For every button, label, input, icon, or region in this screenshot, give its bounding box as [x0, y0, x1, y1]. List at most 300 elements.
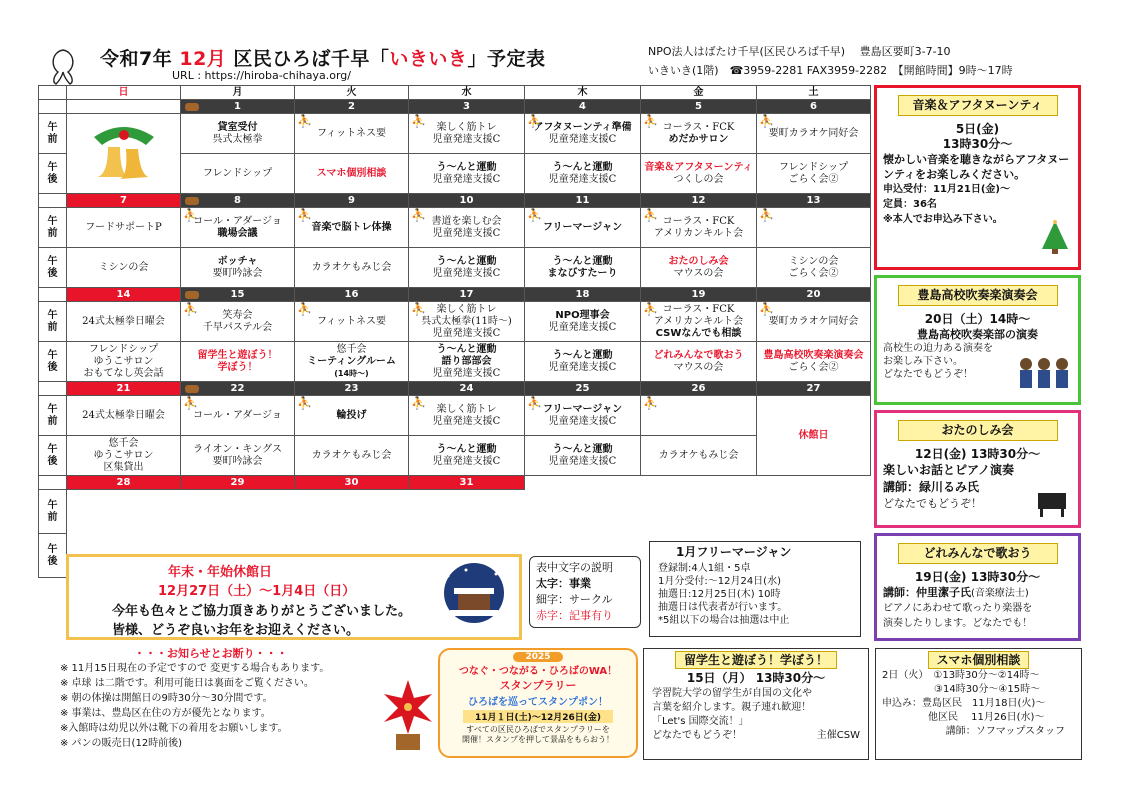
ryugaku-l4: どなたでもどうぞ！ — [652, 730, 742, 741]
exercise-icon: ⛹ — [411, 302, 426, 316]
event-text: フィットネス要 — [316, 127, 387, 139]
date-number — [181, 288, 295, 302]
event-text: う～んと運動 — [436, 343, 497, 355]
page-title: 令和7年 12月 区民ひろば千早「いきいき」予定表 — [100, 48, 546, 70]
legend-title: 表中文字の説明 — [536, 561, 613, 574]
notice-line: ※ 朝の体操は開館日の9時30分～30分間です。 — [60, 693, 273, 704]
otanoshimi-welcome: どなたでもどうぞ！ — [883, 497, 982, 510]
empty-cell — [525, 476, 871, 490]
schedule-cell — [295, 436, 409, 476]
smaho-box — [875, 648, 1082, 760]
contact-info: いきいき(1階) ☎3959-2281 FAX3959-2282 【開館時間】9時～17時 — [648, 64, 1013, 77]
exercise-icon: ⛹ — [183, 396, 198, 410]
schedule-cell — [641, 436, 757, 476]
schedule-cell — [641, 302, 757, 342]
stamp-l5: 開催！スタンプを押して景品をもらおう！ — [462, 735, 614, 744]
schedule-cell — [181, 114, 295, 154]
music-note: ※本人でお申込み下さい。 — [883, 214, 1003, 225]
day-header: 木 — [525, 86, 641, 100]
notice-line: ※ パンの販売日(12時前後) — [60, 738, 183, 749]
doremi-teacher: 講師：仲里潔子氏 — [883, 586, 971, 599]
date-label: 2 — [348, 100, 355, 112]
event-text: 千早パステル会 — [202, 321, 273, 333]
schedule-cell — [757, 208, 871, 248]
date-label: 21 — [116, 382, 131, 394]
exercise-icon: ⛹ — [411, 396, 426, 410]
event-text: 児童発達支援C — [548, 321, 617, 333]
corner-cell — [39, 476, 67, 490]
event-text: 笑寿会 — [222, 309, 253, 321]
event-text: 児童発達支援C — [548, 173, 617, 185]
date-label: 11 — [575, 194, 590, 206]
smaho-l4: 他区民 11月26日(水)～ — [928, 712, 1045, 723]
band-desc2: お楽しみ下さい。 — [883, 356, 963, 367]
notice-line: ※ 卓球 は二階です。利用可能日は裏面をご覧ください。 — [60, 678, 314, 689]
date-label: 17 — [459, 288, 474, 300]
event-text: 豊島高校吹奏楽演奏会 — [763, 349, 864, 361]
event-text: NPO理事会 — [555, 309, 610, 321]
schedule-cell — [641, 396, 757, 436]
music-box — [874, 85, 1081, 270]
doremi-date: 19日(金) 13時30分～ — [914, 570, 1041, 584]
year-end-msg1: 今年も色々とご協力頂きありがとうございました。 — [112, 604, 412, 619]
schedule-cell — [641, 154, 757, 194]
schedule-cell — [525, 154, 641, 194]
day-header: 土 — [757, 86, 871, 100]
date-number — [641, 194, 757, 208]
url-text: URL : https://hiroba-chihaya.org/ — [172, 69, 351, 82]
event-text: ミシンの会 — [98, 261, 149, 273]
event-text: フリーマージャン — [542, 403, 623, 415]
date-number — [757, 194, 871, 208]
event-text: 要町吟詠会 — [212, 455, 263, 467]
ryugaku-l1: 学習院大学の留学生が自国の文化や — [652, 688, 812, 699]
schedule-cell — [525, 208, 641, 248]
year-end-title: 年末・年始休館日 — [168, 565, 273, 580]
schedule-cell — [757, 114, 871, 154]
exercise-icon: ⛹ — [297, 114, 312, 128]
event-text: 楽しく筋トレ — [436, 121, 497, 133]
date-number — [67, 382, 181, 396]
date-number — [181, 382, 295, 396]
event-text: 悠千会 — [108, 437, 139, 449]
event-text: ミーティングルーム — [307, 355, 396, 367]
event-text: ゆうこサロン — [93, 355, 154, 367]
year-end-msg2: 皆様、どうぞ良いお年をお迎えください。 — [112, 623, 360, 638]
exercise-icon: ⛹ — [297, 208, 312, 222]
exercise-icon: ⛹ — [527, 396, 542, 410]
schedule-cell — [181, 396, 295, 436]
exercise-icon: ⛹ — [643, 114, 658, 128]
date-number — [181, 194, 295, 208]
date-label: 18 — [575, 288, 590, 300]
event-text: カラオケもみじ会 — [311, 261, 392, 273]
am-label: 午 前 — [39, 114, 67, 154]
event-text: コーラス・FCK — [662, 303, 735, 315]
event-text: CSWなんでも相談 — [655, 327, 742, 339]
ryugaku-date: 15日（月） 13時30分～ — [686, 671, 826, 685]
date-number — [409, 194, 525, 208]
smaho-l5: 講師：ソフマップスタッフ — [945, 726, 1065, 737]
day-header: 日 — [67, 86, 181, 100]
schedule-cell — [525, 396, 641, 436]
date-label: 22 — [230, 382, 245, 394]
exercise-icon: ⛹ — [183, 302, 198, 316]
doremi-desc2: 演奏したりします。どなたでも！ — [883, 618, 1033, 629]
doremi-desc1: ピアノにあわせて歌ったり楽器を — [883, 603, 1033, 614]
am-label: 午 前 — [39, 490, 67, 534]
pm-label: 午 後 — [39, 342, 67, 382]
schedule-cell — [295, 114, 409, 154]
event-text: めだかサロン — [668, 133, 729, 145]
schedule-cell — [409, 302, 525, 342]
date-label: 24 — [459, 382, 474, 394]
date-label: 5 — [695, 100, 702, 112]
schedule-cell — [409, 208, 525, 248]
notice-line: ※ 11月15日現在の予定ですので 変更する場合もあります。 — [60, 663, 330, 674]
date-number — [641, 288, 757, 302]
exercise-icon: ⛹ — [759, 114, 774, 128]
event-text: う～んと運動 — [436, 255, 497, 267]
org-info: NPO法人はばたけ千早(区民ひろば千早) 豊島区要町3-7-10 — [648, 45, 951, 58]
exercise-icon: ⛹ — [759, 208, 774, 222]
bread-icon — [185, 385, 199, 393]
shrine-snow-icon — [436, 562, 512, 624]
exercise-icon: ⛹ — [411, 114, 426, 128]
event-text: ごらく会② — [788, 361, 839, 373]
christmas-bells-icon — [84, 117, 164, 187]
schedule-cell — [181, 342, 295, 382]
schedule-cell — [181, 154, 295, 194]
free-mahjong-line: 1月分受付:～12月24日(水) — [658, 576, 781, 587]
schedule-cell — [181, 302, 295, 342]
date-number: 30 — [295, 476, 409, 490]
pm-label: 午 後 — [39, 248, 67, 288]
schedule-cell — [757, 248, 871, 288]
event-text: 24式太極拳日曜会 — [82, 409, 165, 421]
smaho-title: スマホ個別相談 — [928, 651, 1030, 669]
event-text: つくしの会 — [673, 173, 724, 185]
day-header: 金 — [641, 86, 757, 100]
event-text: フィットネス要 — [316, 315, 387, 327]
am-label: 午 前 — [39, 208, 67, 248]
event-text: ごらく会② — [788, 173, 839, 185]
event-text: 児童発達支援C — [548, 133, 617, 145]
schedule-cell — [525, 302, 641, 342]
event-text: 学ぼう！ — [217, 361, 258, 373]
schedule-cell — [525, 114, 641, 154]
exercise-icon: ⛹ — [297, 396, 312, 410]
event-text: う～んと運動 — [436, 443, 497, 455]
free-mahjong-title: 1月フリーマージャン — [676, 545, 792, 559]
event-text: 要町カラオケ同好会 — [768, 127, 859, 139]
music-title: 音楽＆アフタヌーンティ — [898, 95, 1058, 116]
otanoshimi-teacher: 講師：緑川るみ氏 — [883, 480, 980, 494]
event-text: 書道を楽しむ会 — [431, 215, 502, 227]
event-text: 児童発達支援C — [432, 415, 501, 427]
event-text: 児童発達支援C — [432, 267, 501, 279]
date-number — [757, 288, 871, 302]
pm-label: 午 後 — [39, 534, 67, 578]
ryugaku-l2: 言葉を紹介します。親子連れ歓迎！ — [652, 702, 812, 713]
date-number — [409, 288, 525, 302]
band-box — [874, 275, 1081, 405]
music-apply: 申込受付：11月21日(金)～ — [883, 184, 1010, 195]
date-label: 20 — [806, 288, 821, 300]
date-label: 10 — [459, 194, 474, 206]
event-text: う～んと運動 — [552, 161, 613, 173]
event-text: う～んと運動 — [552, 255, 613, 267]
date-label: 6 — [810, 100, 817, 112]
event-text: 楽しく筋トレ — [436, 303, 497, 315]
event-text: マウスの会 — [673, 267, 724, 279]
stamp-l4: すべての区民ひろばでスタンプラリーを — [466, 725, 610, 734]
exercise-icon: ⛹ — [643, 302, 658, 316]
bread-icon — [185, 103, 199, 111]
piano-icon — [1034, 485, 1070, 519]
schedule-cell — [757, 302, 871, 342]
schedule-cell — [409, 342, 525, 382]
date-label: 9 — [348, 194, 355, 206]
corner-cell — [39, 288, 67, 302]
date-number: 29 — [181, 476, 295, 490]
event-text: 児童発達支援C — [432, 227, 501, 239]
doremi-title: どれみんなで歌おう — [898, 543, 1058, 564]
date-number: 31 — [409, 476, 525, 490]
smaho-l1: 2日（火） ①13時30分～②14時～ — [882, 670, 1040, 681]
doremi-teacher-note: (音楽療法士) — [971, 588, 1029, 599]
date-number — [67, 288, 181, 302]
schedule-cell — [409, 396, 525, 436]
event-text: カラオケもみじ会 — [658, 449, 739, 461]
calendar-table — [38, 85, 871, 578]
smaho-l2: ③14時30分～④15時～ — [934, 684, 1041, 695]
date-number — [641, 100, 757, 114]
schedule-cell — [525, 342, 641, 382]
date-label: 12 — [691, 194, 706, 206]
event-text: アメリカンキルト会 — [653, 315, 744, 327]
date-number — [295, 382, 409, 396]
event-text: コール・アダージョ — [193, 409, 282, 421]
schedule-cell — [67, 208, 181, 248]
music-time: 13時30分～ — [942, 137, 1013, 151]
schedule-cell — [295, 154, 409, 194]
stamp-l2: スタンプラリー — [499, 679, 577, 692]
exercise-icon: ⛹ — [643, 208, 658, 222]
legend-box — [529, 556, 641, 628]
date-label: 23 — [344, 382, 359, 394]
date-label: 16 — [344, 288, 359, 300]
schedule-cell — [641, 248, 757, 288]
day-header: 水 — [409, 86, 525, 100]
event-text: 児童発達支援C — [548, 455, 617, 467]
day-header: 月 — [181, 86, 295, 100]
schedule-cell — [295, 342, 409, 382]
notice-title: ・・・お知らせとお断り・・・ — [134, 647, 288, 660]
date-number — [525, 100, 641, 114]
date-number — [295, 288, 409, 302]
event-text: 貸室受付 — [217, 121, 258, 133]
exercise-icon: ⛹ — [527, 208, 542, 222]
music-cap: 定員：36名 — [883, 199, 937, 210]
christmas-bells-cell — [67, 114, 181, 194]
schedule-cell — [295, 302, 409, 342]
doremi-box — [874, 533, 1081, 641]
band-players-icon — [1016, 354, 1072, 394]
event-text: アメリカンキルト会 — [653, 227, 744, 239]
event-text: ミシンの会 — [788, 255, 839, 267]
schedule-cell — [409, 248, 525, 288]
bread-icon — [185, 197, 199, 205]
event-text: マウスの会 — [673, 361, 724, 373]
event-text: フレンドシップ — [88, 343, 159, 355]
free-mahjong-line: *5組以下の場合は抽選は中止 — [658, 615, 790, 626]
date-number — [757, 382, 871, 396]
event-text: まなびすたーり — [547, 267, 618, 279]
date-number — [409, 382, 525, 396]
date-label: 14 — [116, 288, 131, 300]
corner-cell — [39, 382, 67, 396]
stamp-period: 11月１日(土)～12月26日(金) — [463, 710, 613, 723]
date-label: 13 — [806, 194, 821, 206]
smaho-l3: 申込み：豊島区民 11月18日(火)～ — [882, 698, 1046, 709]
exercise-icon: ⛹ — [297, 302, 312, 316]
event-text: どれみんなで歌おう — [653, 349, 744, 361]
event-text: う～んと運動 — [436, 161, 497, 173]
date-label: 4 — [579, 100, 586, 112]
schedule-cell — [295, 248, 409, 288]
event-text: カラオケもみじ会 — [311, 449, 392, 461]
date-label: 8 — [234, 194, 241, 206]
pm-label: 午 後 — [39, 436, 67, 476]
event-text: 児童発達支援C — [432, 327, 501, 339]
free-mahjong-line: 抽選日は代表者が行います。 — [658, 602, 788, 613]
event-text: ボッチャ — [217, 255, 258, 267]
hiroba-logo — [46, 46, 80, 86]
am-label: 午 前 — [39, 302, 67, 342]
exercise-icon: ⛹ — [527, 114, 542, 128]
schedule-cell — [409, 114, 525, 154]
exercise-icon: ⛹ — [759, 302, 774, 316]
date-label: 1 — [234, 100, 241, 112]
event-text: 児童発達支援C — [548, 415, 617, 427]
date-label: 25 — [575, 382, 590, 394]
stamp-l1: つなぐ・つながる・ひろばのWA！ — [458, 666, 618, 677]
schedule-cell — [67, 342, 181, 382]
event-text: 職場会議 — [217, 227, 258, 239]
ryugaku-title: 留学生と遊ぼう！学ぼう！ — [675, 651, 837, 669]
exercise-icon: ⛹ — [411, 208, 426, 222]
schedule-cell — [409, 154, 525, 194]
schedule-cell — [641, 114, 757, 154]
corner-cell — [39, 100, 67, 114]
event-text: 呉式太極拳(11時～) — [421, 315, 512, 327]
event-text: 留学生と遊ぼう！ — [197, 349, 278, 361]
event-text: おたのしみ会 — [668, 255, 729, 267]
event-text: フリーマージャン — [542, 221, 623, 233]
date-label: 7 — [120, 194, 127, 206]
date-label: 27 — [806, 382, 821, 394]
date-number — [181, 100, 295, 114]
date-label: 15 — [230, 288, 245, 300]
date-number: 28 — [67, 476, 181, 490]
day-header: 火 — [295, 86, 409, 100]
music-desc: 懐かしい音楽を聴きながらアフタヌーンティをお楽しみください。 — [883, 153, 1070, 181]
schedule-cell — [67, 436, 181, 476]
date-label: 3 — [463, 100, 470, 112]
event-text: 語り部部会 — [441, 355, 492, 367]
event-text: 区集貸出 — [103, 461, 144, 473]
date-number — [525, 194, 641, 208]
schedule-cell — [409, 436, 525, 476]
otanoshimi-box — [874, 410, 1081, 528]
band-date: 20日（土）14時～ — [924, 312, 1031, 326]
event-text: おもてなし英会話 — [83, 367, 164, 379]
stamp-year: 2025 — [513, 652, 563, 662]
event-text: 悠千会 — [336, 343, 367, 355]
free-mahjong-line: 抽選日:12月25日(木) 10時 — [658, 589, 781, 600]
event-text: 児童発達支援C — [432, 367, 501, 379]
notice-line: ※ 事業は、豊島区在住の方が優先となります。 — [60, 708, 271, 719]
music-date: 5日(金) — [955, 122, 1000, 136]
schedule-cell — [181, 436, 295, 476]
date-number — [409, 100, 525, 114]
event-text: ごらく会② — [788, 267, 839, 279]
legend-bold: 太字：事業 — [536, 577, 591, 590]
schedule-cell — [757, 342, 871, 382]
date-number — [67, 100, 181, 114]
event-text: う～んと運動 — [552, 443, 613, 455]
date-number — [525, 288, 641, 302]
event-text: う～んと運動 — [552, 349, 613, 361]
notice-list — [60, 661, 329, 751]
date-number — [641, 382, 757, 396]
closed-cell — [757, 396, 871, 476]
schedule-cell — [641, 208, 757, 248]
event-text: 音楽＆アフタヌーンティ — [644, 161, 753, 173]
event-text: ライオン・キングス — [193, 443, 282, 455]
event-text: 音楽で脳トレ体操 — [311, 221, 392, 233]
exercise-icon: ⛹ — [183, 208, 198, 222]
schedule-cell — [67, 248, 181, 288]
corner-cell — [39, 194, 67, 208]
schedule-cell — [295, 396, 409, 436]
event-text: 休館日 — [798, 429, 829, 441]
date-number — [295, 100, 409, 114]
band-desc3: どなたでもどうぞ！ — [883, 369, 973, 380]
schedule-cell — [67, 302, 181, 342]
event-text: フレンドシップ — [202, 167, 273, 179]
schedule-cell — [295, 208, 409, 248]
poinsettia-icon — [378, 676, 438, 754]
schedule-cell — [525, 248, 641, 288]
stamp-l3: ひろばを巡ってスタンプポン！ — [468, 697, 608, 708]
band-desc1: 高校生の迫力ある演奏を — [883, 343, 993, 354]
event-text: 児童発達支援C — [548, 361, 617, 373]
ryugaku-l3: 「Let's 国際交流！」 — [652, 716, 749, 727]
ryugaku-host: 主催CSW — [816, 730, 860, 741]
pm-label: 午 後 — [39, 154, 67, 194]
otanoshimi-title: おたのしみ会 — [898, 420, 1058, 441]
event-text: スマホ個別相談 — [316, 167, 387, 179]
otanoshimi-date: 12日(金) 13時30分～ — [914, 447, 1041, 461]
event-text: コーラス・FCK — [662, 215, 735, 227]
event-text: (14時～) — [334, 368, 369, 378]
event-text: 児童発達支援C — [432, 455, 501, 467]
event-text: コール・アダージョ — [193, 215, 282, 227]
legend-red: 赤字：記事有り — [536, 609, 613, 622]
otanoshimi-desc: 楽しいお話とピアノ演奏 — [883, 463, 1015, 477]
